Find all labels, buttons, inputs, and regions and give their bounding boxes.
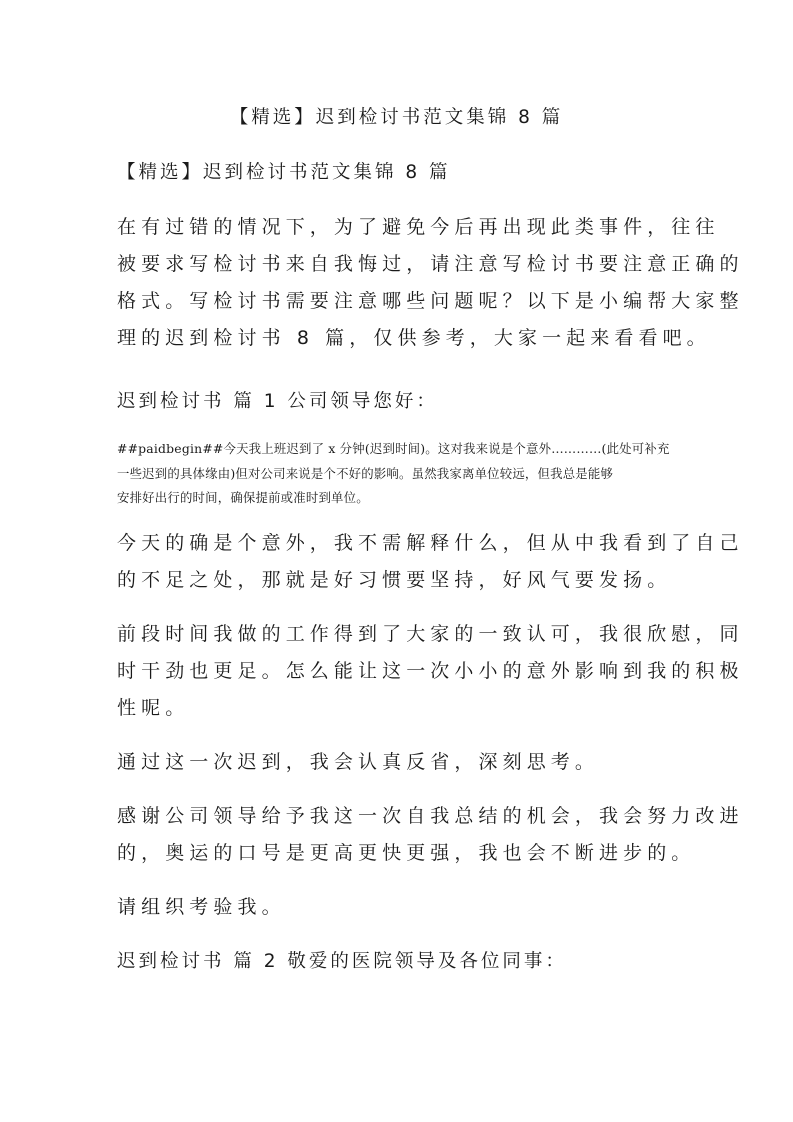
document-title: 【精选】迟到检讨书范文集锦 8 篇 [229,107,564,128]
section-heading-1: 迟到检讨书 篇 1 公司领导您好： [117,391,438,412]
paragraph-line: 时干劲也更足。怎么能让这一次小小的意外影响到我的积极 [117,660,744,682]
intro-line: 被要求写检讨书来自我悔过，请注意写检讨书要注意正确的 [117,253,744,275]
intro-line: 理的迟到检讨书 8 篇，仅供参考，大家一起来看看吧。 [117,327,711,349]
section-heading-2: 迟到检讨书 篇 2 敬爱的医院领导及各位同事： [117,951,567,972]
paragraph-line: 感谢公司领导给予我这一次自我总结的机会，我会努力改进 [117,805,744,827]
paragraph-line: 前段时间我做的工作得到了大家的一致认可，我很欣慰，同 [117,623,744,645]
paragraph-3: 通过这一次迟到，我会认真反省，深刻思考。 [117,751,600,773]
small-line: 安排好出行的时间，确保提前或准时到单位。 [117,490,369,505]
paragraph-line: 性呢。 [117,697,190,719]
paragraph-line: 的不足之处，那就是好习惯要坚持，好风气要发扬。 [117,569,672,591]
paragraph-line: 的，奥运的口号是更高更快更强，我也会不断进步的。 [117,842,696,864]
intro-line: 在有过错的情况下，为了避免今后再出现此类事件，往往 [117,216,720,238]
document-subtitle: 【精选】迟到检讨书范文集锦 8 篇 [117,162,451,183]
intro-line: 格式。写检讨书需要注意哪些问题呢？以下是小编帮大家整 [117,290,744,312]
paragraph-5: 请组织考验我。 [117,896,286,918]
paragraph-line: 今天的确是个意外，我不需解释什么，但从中我看到了自己 [117,532,744,554]
small-line: ##paidbegin##今天我上班迟到了 x 分钟(迟到时间)。这对我来说是个意外…………(此处可补充 [117,441,670,456]
small-line: 一些迟到的具体缘由)但对公司来说是个不好的影响。虽然我家离单位较远，但我总是能够 [117,466,614,481]
